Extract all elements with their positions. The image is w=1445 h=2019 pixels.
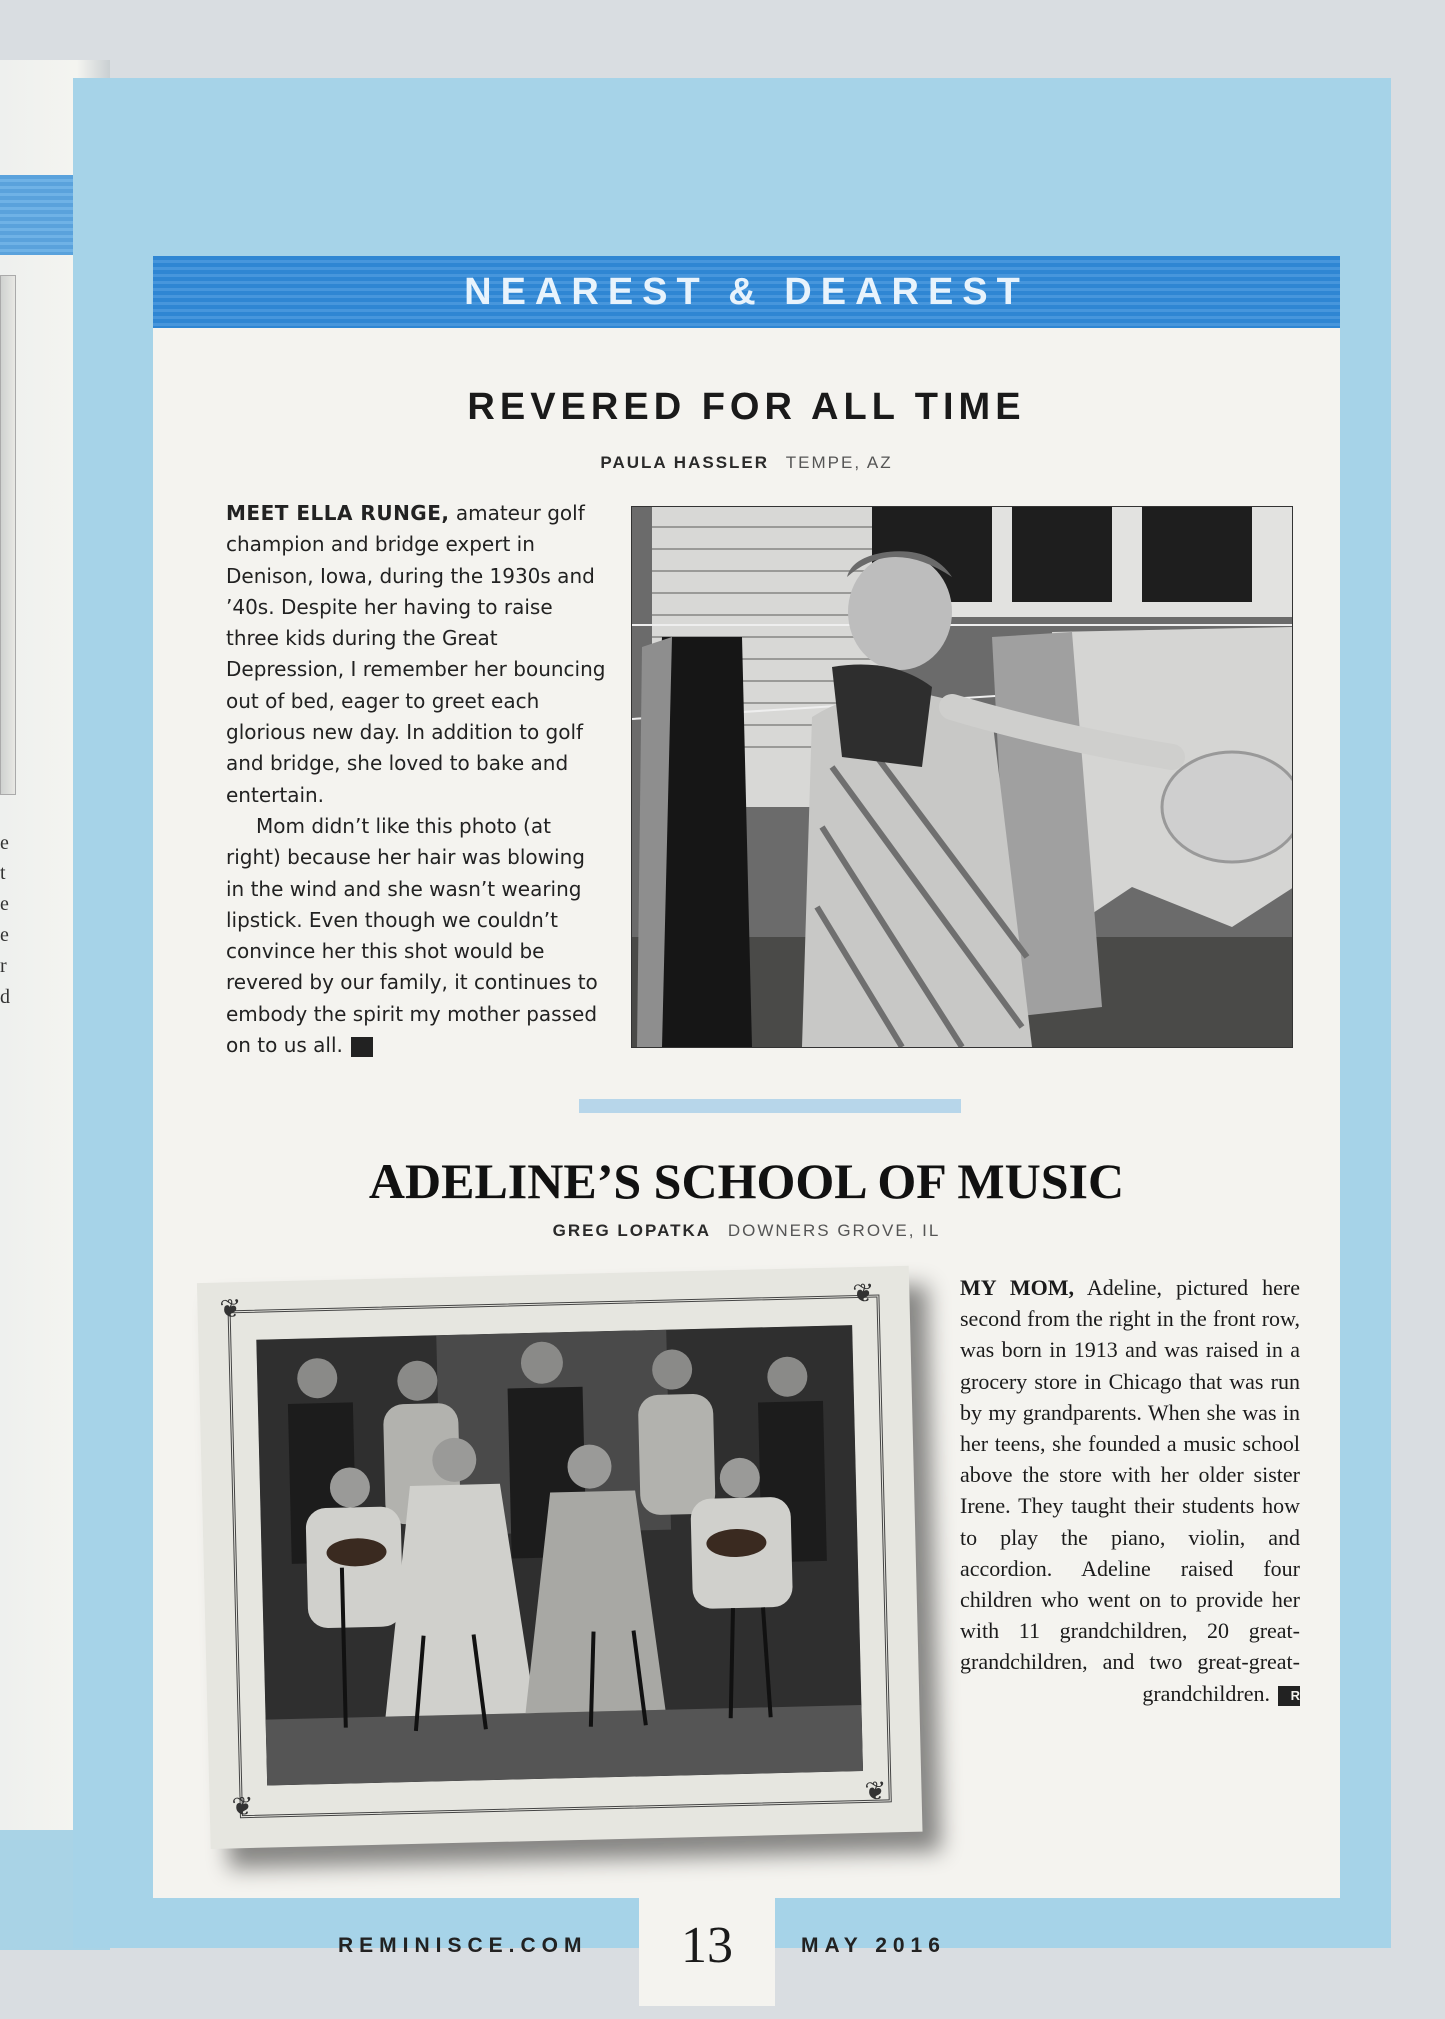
paragraph-text: Adeline, pictured here second from the right in the front row, was born in 1913 and was raised in a grocery store in Chicago that was run by my grandparents. When she was in her teens, she founded a music school above the store with her older sister Irene. They taught their students how to play the piano, violin, and accordion. Adeline raised four children who went on to provide her with 11 grandchildren, 20 great-grandchildren, and two great-great-grandchildren. — [960, 1275, 1300, 1706]
photo-illustration — [632, 507, 1293, 1048]
footer-issue-date: MAY 2016 — [801, 1934, 946, 1957]
facing-page-photo-edge — [0, 275, 16, 795]
story-byline — [153, 1221, 1340, 1241]
frame-corner-icon: ❦ — [219, 1294, 242, 1325]
facing-page-band — [0, 175, 78, 255]
author-name: GREG LOPATKA — [552, 1221, 712, 1240]
story-title: ADELINE’S SCHOOL OF MUSIC — [368, 1153, 1125, 1209]
section-header-band — [153, 256, 1340, 328]
group-photo — [256, 1325, 863, 1785]
body-paragraph — [226, 498, 606, 811]
page-number-box — [639, 1898, 775, 2006]
photo-music-school-group — [197, 1265, 951, 1873]
story-byline — [153, 453, 1340, 473]
frame-corner-icon: ❦ — [852, 1278, 875, 1310]
author-location: TEMPE, AZ — [785, 453, 893, 472]
photo-illustration — [256, 1325, 863, 1785]
page-footer — [153, 1898, 1340, 2006]
section-title: NEAREST & DEAREST — [464, 270, 1029, 313]
facing-page-text-fragment: t — [0, 862, 6, 884]
paragraph-text: amateur golf champion and bridge expert in Denison, Iowa, during the 1930s and ’40s. Despite her having to raise three kids during the Great Depression, I remember her bouncing out of bed, eager to greet each glorious new day. In addition to golf and bridge, she loved to bake and entertain. — [226, 501, 606, 807]
magazine-page — [73, 78, 1391, 1974]
facing-page-text-fragment: r — [0, 955, 7, 977]
frame-corner-icon: ❦ — [864, 1776, 887, 1807]
photo-card — [197, 1266, 923, 1849]
author-name: PAULA HASSLER — [600, 453, 770, 472]
footer-website: REMINISCE.COM — [338, 1934, 588, 1957]
lede: MEET ELLA RUNGE, — [226, 501, 450, 525]
lede: MY MOM, — [960, 1275, 1075, 1300]
page-number: 13 — [681, 1917, 733, 1974]
facing-page-text-fragment: e — [0, 893, 9, 915]
photo-woman-at-clothesline — [631, 506, 1293, 1048]
story-title: REVERED FOR ALL TIME — [467, 386, 1026, 428]
frame-corner-icon: ❦ — [231, 1791, 254, 1823]
facing-page-text-fragment: e — [0, 924, 9, 946]
end-mark-icon: R — [1278, 1686, 1300, 1706]
story-body — [226, 498, 606, 1061]
article-area — [153, 328, 1340, 1898]
body-paragraph — [226, 811, 606, 1061]
section-divider — [579, 1099, 961, 1113]
facing-page-text-fragment: d — [0, 986, 10, 1008]
paragraph-text: Mom didn’t like this photo (at right) because her hair was blowing in the wind and she wasn’t wearing lipstick. Even though we couldn’t convince her this shot would be revered by our family, it continues to embody the spirit my mother passed on to us all. — [226, 813, 598, 1058]
end-mark-icon: R — [351, 1037, 373, 1057]
facing-page-text-fragment: e — [0, 832, 9, 854]
author-location: DOWNERS GROVE, IL — [727, 1221, 941, 1240]
story-body — [960, 1272, 1300, 1709]
